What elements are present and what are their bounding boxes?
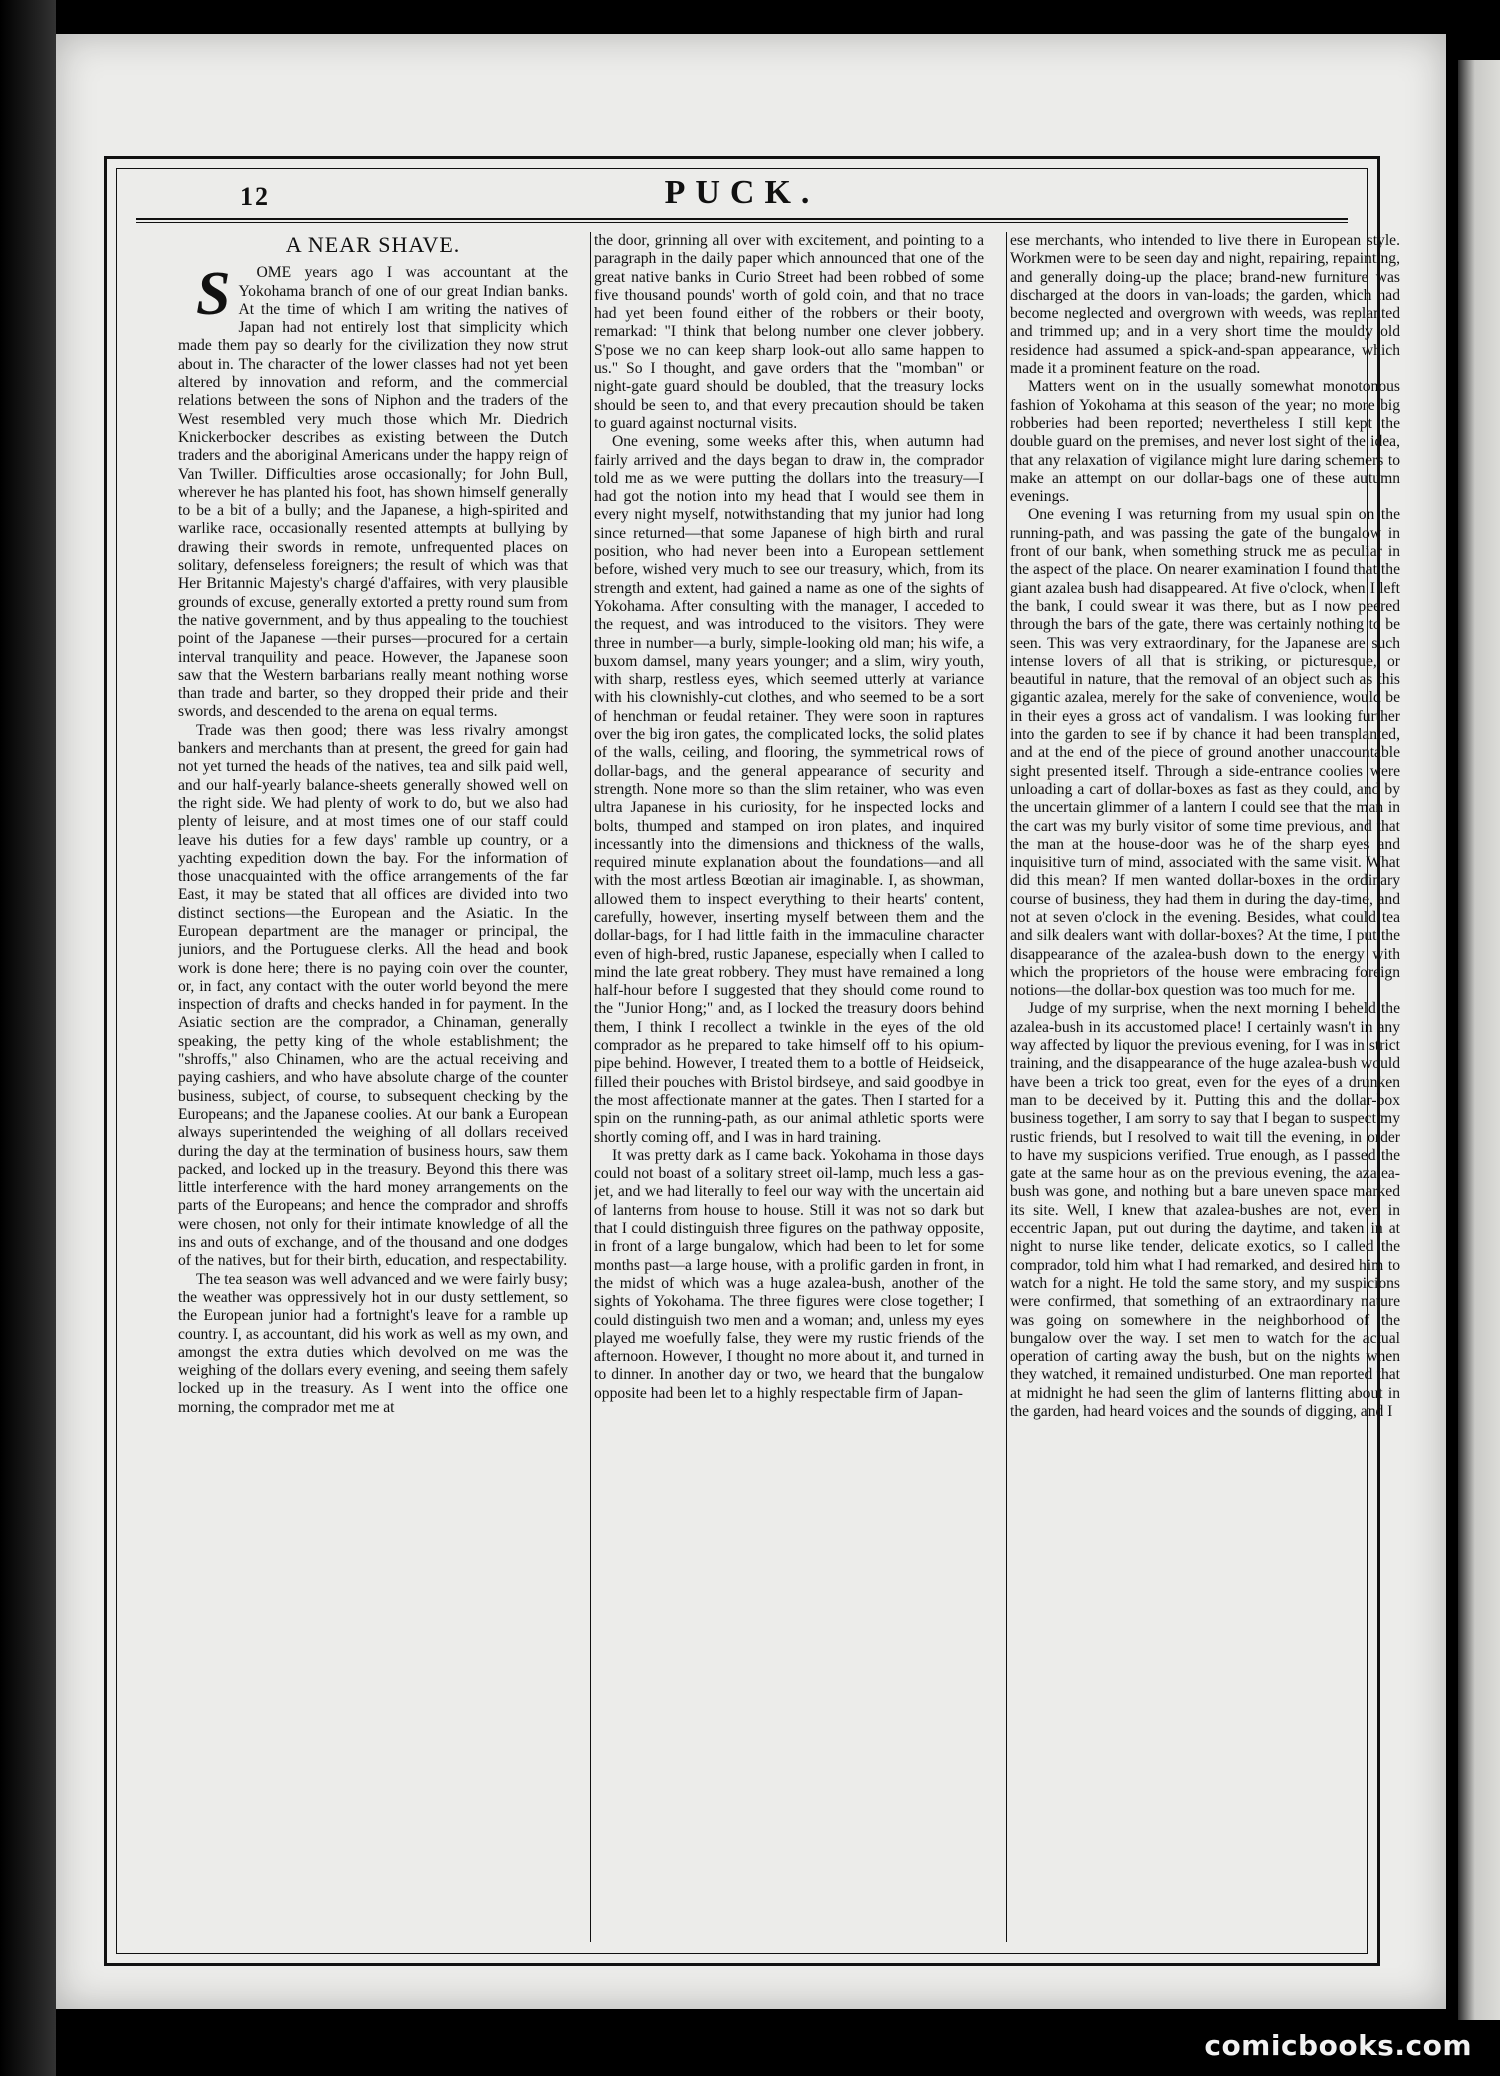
paragraph-continued: the door, grinning all over with excitement, and pointing to a paragraph in the daily paper which announced that one of the great native banks in Curio Street had been robbed of some five thousand pounds' worth of gold coin, and that no trace had yet been found either of the robbers or their booty, remarkad: "I think that belong number one clever jobbery. S'pose we no can keep sharp look-out allo same happen to us." So I thought, and gave orders that the "momban" or night-gate guard should be doubled, that the treasury locks should be seen to, and that every precaution should be taken to guard against nocturnal visits. <box>594 232 984 432</box>
paragraph-continued: ese merchants, who intended to live there in European style. Workmen were to be seen day and night, repairing, repainting, and generally doing-up the place; brand-new furniture was discharged at the doors in van-loads; the garden, which had become neglected and overgrown with weeds, was replanted and trimmed up; and in a very short time the mouldy old residence had assumed a spick-and-span appearance, which made it a prominent feature on the road. <box>1010 232 1400 378</box>
paragraph: The tea season was well advanced and we were fairly busy; the weather was oppressively hot in our dusty settlement, so the European junior had a fortnight's leave for a ramble up country. I, as accountant, did his work as well as my own, and amongst the extra duties which devolved on me was the weighing of the dollars every evening, and seeing them safely locked up in the treasury. As I went into the office one morning, the comprador met me at <box>178 1270 568 1416</box>
source-watermark: comicbooks.com <box>1204 2029 1472 2062</box>
paragraph: It was pretty dark as I came back. Yokohama in those days could not boast of a solitary street oil-lamp, much less a gas-jet, and we had literally to feel our way with the uncertain aid of lanterns from house to house. Still it was not so dark but that I could distinguish three figures on the pathway opposite, in front of a large bungalow, which had been to let for some months past—a large house, with a prolific garden in front, in the midst of which was a huge azalea-bush, another of the sights of Yokohama. The three figures were close together; I could distinguish two men and a woman; and, unless my eyes played me woefully false, they were my rustic friends of the afternoon. However, I thought no more about it, and turned in to dinner. In another day or two, we heard that the bungalow opposite had been let to a highly respectable firm of Japan- <box>594 1146 984 1402</box>
page-header <box>132 174 1352 212</box>
paragraph <box>178 260 568 721</box>
column-1 <box>178 232 568 1952</box>
article-title: A NEAR SHAVE. <box>285 232 461 257</box>
column-3 <box>1010 232 1400 1952</box>
paragraph: One evening I was returning from my usual spin on the running-path, and was passing the gate of the bungalow in front of our bank, when something struck me as peculiar in the aspect of the place. On nearer examination I found that the giant azalea bush had disappeared. At five o'clock, when I left the bank, I could swear it was there, but as I now peered through the bars of the gate, there was certainly nothing to be seen. This was very extraordinary, for the Japanese are such intense lovers of all that is striking, or picturesque, or beautiful in nature, that the removal of an object such as this gigantic azalea, merely for the sake of convenience, would be in their eyes a gross act of vandalism. I was looking further into the garden to see if by chance it had been transplanted, and at the end of the piece of ground another unaccountable sight presented itself. Through a side-entrance coolies were unloading a cart of dollar-boxes as fast as they could, and by the uncertain glimmer of a lantern I could see that the man in the cart was my burly visitor of some time previous, and that the man at the house-door was he of the sharp eyes and inquisitive turn of mind, associated with the same visit. What did this mean? If men wanted dollar-boxes in the ordinary course of business, they had them in during the day-time, and not at seven o'clock in the evening. Besides, what could tea and silk dealers want with dollar-boxes? At the time, I put the disappearance of the azalea-bush down to the energy with which the proprietors of the house were embracing foreign notions—the dollar-box question was too much for me. <box>1010 506 1400 1000</box>
next-page-edge <box>1458 60 1500 2020</box>
paragraph: Trade was then good; there was less rivalry amongst bankers and merchants than at present, the greed for gain had not yet turned the heads of the natives, tea and silk paid well, and our half-yearly balance-sheets generally showed well on the right side. We had plenty of work to do, but we also had plenty of leisure, and at most times one of our staff could leave his duties for a few days' ramble up country, or a yachting expedition down the bay. For the information of those unacquainted with the office arrangements of the far East, it may be stated that all offices are divided into two distinct sections—the European and the Asiatic. In the European department are the manager or principal, the juniors, and the Portuguese clerks. All the head and book work is done here; there is no paying coin over the counter, or, in fact, any contact with the outer world beyond the mere inspection of drafts and checks handed in for payment. In the Asiatic section are the comprador, a Chinaman, generally speaking, the petty king of the whole establishment; the "shroffs," also Chinamen, who are the actual receiving and paying cashiers, and who have absolute charge of the counter business, subject, of course, to subsequent checking by the Europeans; and the Japanese coolies. At our bank a European always superintended the weighing of all dollars received during the day at the termination of business hours, saw them packed, and locked up in the treasury. Beyond this there was little interference with the hard money arrangements on the parts of the Europeans; and hence the comprador and shroffs were chosen, not only for their intimate knowledge of all the ins and outs of exchange, and of the thousand and one dodges of the natives, but for their birth, education, and respectability. <box>178 721 568 1270</box>
paragraph: Judge of my surprise, when the next morning I beheld the azalea-bush in its accustomed place! I certainly wasn't in any way affected by liquor the previous evening, for I was in strict training, and the disappearance of the huge azalea-bush would have been a trick too great, even for the eyes of a drunken man to be deceived by it. Putting this and the dollar-box business together, I am sorry to say that I began to suspect my rustic friends, but I resolved to wait till the evening, in order to have my suspicions verified. True enough, as I passed the gate at the same hour as on the previous evening, the azalea-bush was gone, and nothing but a bare uneven space marked its site. Well, I knew that azalea-bushes are not, even in eccentric Japan, put out during the daytime, and taken in at night to nurse like tender, delicate exotics, so I called the comprador, told him what I had remarked, and desired him to watch for a night. He told the same story, and my suspicions were confirmed, that something of an extraordinary nature was going on somewhere in the neighborhood of the bungalow over the way. I set men to watch for the actual operation of carting away the bush, but on the nights when they watched, it remained undisturbed. One man reported that at midnight he had seen the glim of lanterns flitting about in the garden, had heard voices and the sounds of digging, and I <box>1010 1000 1400 1420</box>
column-2 <box>594 232 984 1952</box>
paragraph-text: OME years ago I was accountant at the Yokohama branch of one of our great Indian banks. At the time of which I am writing the natives of Japan had not entirely lost that simplicity which made them pay so dearly for the civilization they now strut about in. The character of the lower classes had not yet been altered by innovation and reform, and the commercial relations between the sons of Niphon and the traders of the West resembled very much those which Mr. Diedrich Knickerbocker describes as existing between the Dutch traders and the aboriginal Americans under the happy reign of Van Twiller. Difficulties arose occasionally; for John Bull, wherever he has planted his foot, has shown himself generally to be a bit of a bully; and the Japanese, a high-spirited and warlike race, occasionally resented attempts at bullying by drawing their swords in remote, unfrequented places on solitary, defenseless foreigners; the result of which was that Her Britannic Majesty's chargé d'affaires, with very plausible grounds of excuse, generally extorted a pretty round sum from the native government, and by thus appealing to the touchiest point of the Japanese —their purses—procured for a certain interval tranquility and peace. However, the Japanese soon saw that the Western barbarians really meant nothing worse than trade and barter, so they dropped their pride and their swords, and descended to the arena on equal terms. <box>178 264 568 721</box>
drop-cap: S <box>196 260 231 329</box>
page-number: 12 <box>240 182 270 211</box>
article-body <box>178 232 1400 1952</box>
paragraph: Matters went on in the usually somewhat monotonous fashion of Yokohama at this season of the year; no more big robberies had been reported; nevertheless I still kept the double guard on the premises, and never lost sight of the idea, that any relaxation of vigilance might lure daring schemers to make an attempt on our dollar-bags one of these autumn evenings. <box>1010 378 1400 506</box>
masthead-title: PUCK. <box>664 174 820 211</box>
header-rule <box>136 218 1348 223</box>
paragraph: One evening, some weeks after this, when autumn had fairly arrived and the days began to draw in, the comprador told me as we were putting the dollars into the treasury—I had got the notion into my head that I would see them in every night myself, notwithstanding that my junior had long since returned—that some Japanese of high birth and rural position, who had never been into a European settlement before, wished very much to see our treasury, which, from its strength and extent, had gained a name as one of the sights of Yokohama. After consulting with the manager, I acceded to the request, and was introduced to the visitors. They were three in number—a burly, simple-looking old man; his wife, a buxom damsel, many years younger; and a slim, wiry youth, with sharp, restless eyes, which seemed utterly at variance with his clownishly-cut clothes, and who seemed to be a sort of henchman or feudal retainer. They were soon in raptures over the big iron gates, the complicated locks, the solid plates of the walls, ceiling, and flooring, the symmetrical rows of dollar-bags, and the general appearance of security and strength. None more so than the slim retainer, who was even ultra Japanese in his curiosity, for he inspected locks and bolts, thumped and stamped on iron plates, and inquired incessantly into the dimensions and thickness of the walls, required minute explanation about the foundations—and all with the most artless Bœotian air imaginable. I, as showman, allowed them to inspect everything to their hearts' content, carefully, however, inserting myself between them and the dollar-bags, for I had little faith in the immaculine character even of high-bred, rustic Japanese, especially when I called to mind the late great robbery. They must have remained a long half-hour before I suggested that they should come round to the "Junior Hong;" and, as I locked the treasury doors behind them, I think I recollect a twinkle in the eyes of the old comprador as he prepared to take himself off to his opium-pipe behind. However, I treated them to a bottle of Heidseick, filled their pouches with Bristol birdseye, and said goodbye in the most affectionate manner at the gates. Then I started for a spin on the running-path, as our animal athletic sports were shortly coming off, and I was in hard training. <box>594 433 984 1146</box>
scan-edge <box>0 0 56 2076</box>
